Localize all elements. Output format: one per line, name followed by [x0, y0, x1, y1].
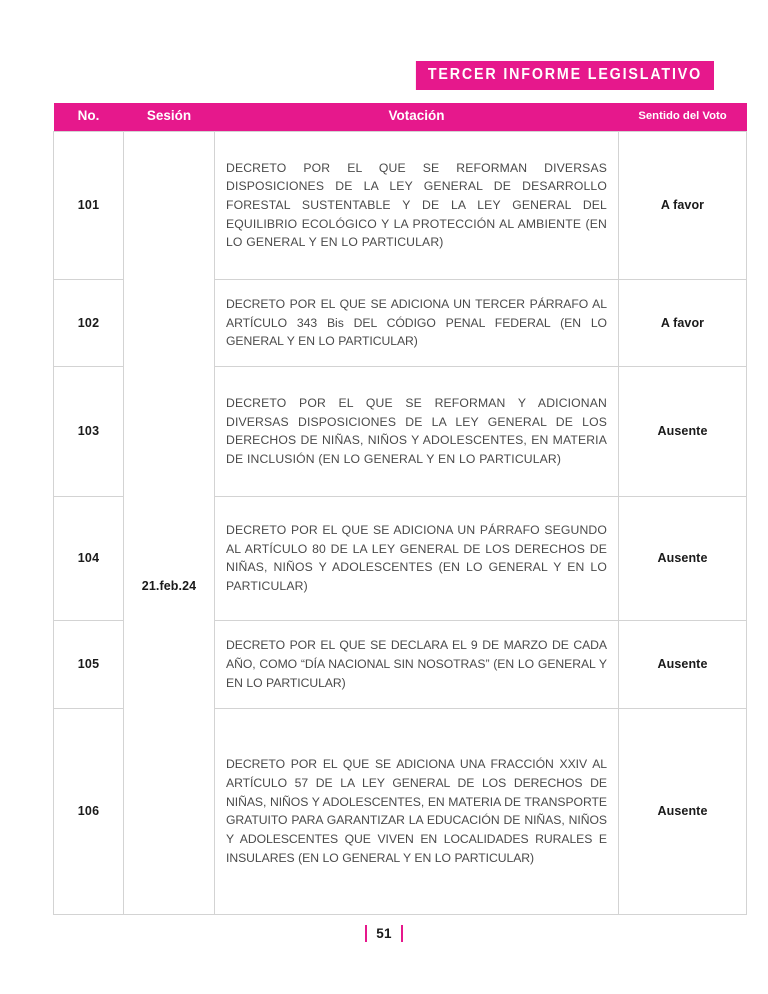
votes-table-container: [53, 103, 727, 915]
cell-sentido-del-voto: Ausente: [619, 620, 747, 708]
cell-votacion-description: DECRETO POR EL QUE SE REFORMAN Y ADICIONAN DIVERSAS DISPOSICIONES DE LA LEY GENERAL DE LOS DERECHOS DE NIÑAS, NIÑOS Y ADOLESCENTES, EN MATERIA DE INCLUSIÓN (EN LO GENERAL Y EN LO PARTICULAR): [215, 366, 619, 496]
votes-table-body: [54, 131, 747, 914]
cell-row-number: 106: [54, 708, 124, 914]
cell-sentido-del-voto: A favor: [619, 131, 747, 279]
footer-left-rule: [365, 925, 368, 942]
cell-votacion-description: DECRETO POR EL QUE SE REFORMAN DIVERSAS DISPOSICIONES DE LA LEY GENERAL DE DESARROLLO FORESTAL SUSTENTABLE Y DE LA LEY GENERAL DEL EQUILIBRIO ECOLÓGICO Y LA PROTECCIÓN AL AMBIENTE (EN LO GENERAL Y EN LO PARTICULAR): [215, 131, 619, 279]
table-row: [54, 131, 747, 279]
cell-row-number: 102: [54, 279, 124, 366]
column-header-no: No.: [54, 103, 124, 131]
cell-votacion-description: DECRETO POR EL QUE SE ADICIONA UNA FRACCIÓN XXIV AL ARTÍCULO 57 DE LA LEY GENERAL DE LOS DERECHOS DE NIÑAS, NIÑOS Y ADOLESCENTES, EN MATERIA DE TRANSPORTE GRATUITO PARA GARANTIZAR LA EDUCACIÓN DE NIÑAS, NIÑOS Y ADOLESCENTES QUE VIVEN EN LOCALIDADES RURALES E INSULARES (EN LO GENERAL Y EN LO PARTICULAR): [215, 708, 619, 914]
column-header-votacion: Votación: [215, 103, 619, 131]
page-number: 51: [376, 925, 392, 941]
cell-row-number: 105: [54, 620, 124, 708]
cell-sentido-del-voto: Ausente: [619, 496, 747, 620]
table-header-row: [54, 103, 747, 131]
cell-sentido-del-voto: A favor: [619, 279, 747, 366]
cell-votacion-description: DECRETO POR EL QUE SE ADICIONA UN PÁRRAFO SEGUNDO AL ARTÍCULO 80 DE LA LEY GENERAL DE LOS DERECHOS DE NIÑAS, NIÑOS Y ADOLESCENTES (EN LO GENERAL Y EN LO PARTICULAR): [215, 496, 619, 620]
page-footer: [0, 925, 768, 942]
cell-session-date: 21.feb.24: [124, 131, 215, 914]
cell-sentido-del-voto: Ausente: [619, 366, 747, 496]
votes-table-header: [54, 103, 747, 131]
column-header-sentido-del-voto: Sentido del Voto: [619, 103, 747, 131]
cell-votacion-description: DECRETO POR EL QUE SE ADICIONA UN TERCER PÁRRAFO AL ARTÍCULO 343 Bis DEL CÓDIGO PENAL FEDERAL (EN LO GENERAL Y EN LO PARTICULAR): [215, 279, 619, 366]
cell-row-number: 101: [54, 131, 124, 279]
column-header-sesion: Sesión: [124, 103, 215, 131]
cell-sentido-del-voto: Ausente: [619, 708, 747, 914]
header-banner-container: [0, 61, 768, 90]
cell-votacion-description: DECRETO POR EL QUE SE DECLARA EL 9 DE MARZO DE CADA AÑO, COMO “DÍA NACIONAL SIN NOSOTRAS” (EN LO GENERAL Y EN LO PARTICULAR): [215, 620, 619, 708]
cell-row-number: 103: [54, 366, 124, 496]
report-title-banner: TERCER INFORME LEGISLATIVO: [416, 61, 714, 90]
footer-right-rule: [401, 925, 404, 942]
votes-table: [53, 103, 747, 915]
cell-row-number: 104: [54, 496, 124, 620]
